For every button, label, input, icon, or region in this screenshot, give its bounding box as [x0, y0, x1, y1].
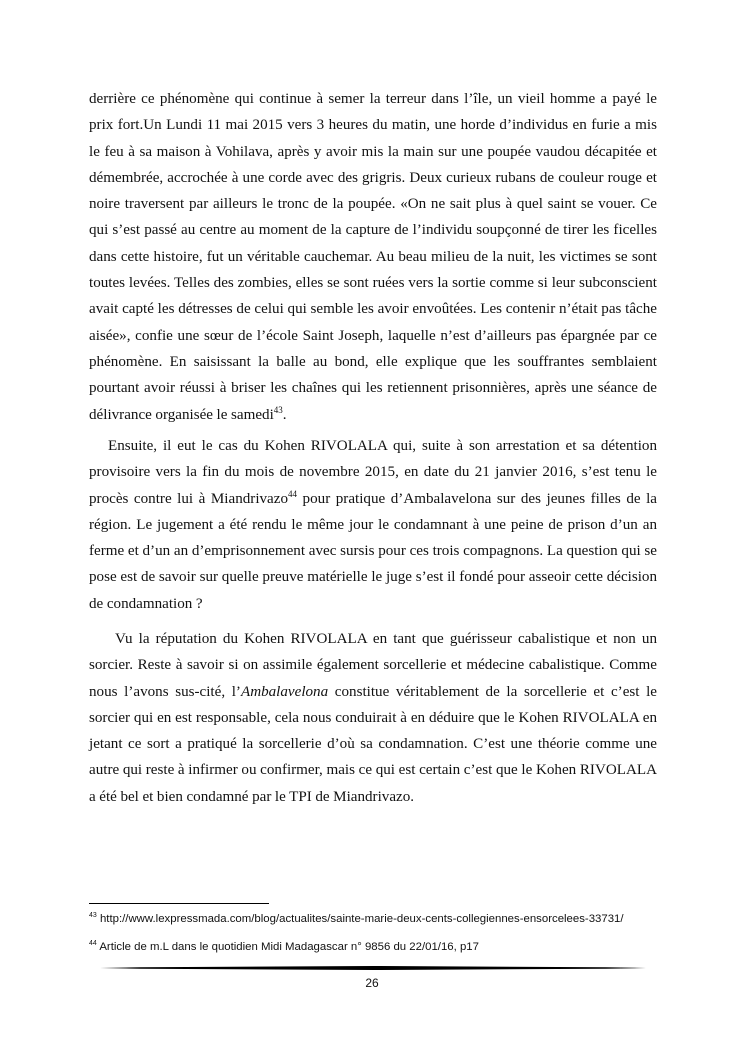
footnote-ref-44[interactable]: 44 — [288, 488, 298, 499]
paragraph-1-text: derrière ce phénomène qui continue à semer la terreur dans l’île, un vieil homme a payé le prix fort.Un Lundi 11 mai 2015 vers 3 heures du matin, une horde d’individus en furie a mis le feu à sa maison à Vohilava, après y avoir mis la main sur une poupée vaudou décapitée et démembrée, accrochée à une corde avec des grigris. Deux curieux rubans de couleur rouge et noire traversent par ailleurs le tronc de la poupée. «On ne sait plus à quel saint se vouer. Ce qui s’est passé au centre au moment de la capture de l’individu soupçonné de tirer les ficelles dans cette histoire, fut un véritable cauchemar. Au beau milieu de la nuit, les victimes se sont toutes levées. Telles des zombies, elles se sont ruées vers la sortie comme si leur subconscient avait capté les détresses de celui qui semble les avoir envoûtées. Les contenir n’était pas tâche aisée», confie une sœur de l’école Saint Joseph, laquelle n’est d’ailleurs pas épargnée par ce phénomène. En saisissant la balle au bond, elle explique que les souffrantes semblaient pourtant avoir réussi à briser les chaînes qui les retiennent prisonnières, après une séance de délivrance organisée le samedi — [89, 91, 657, 423]
footnote-ref-43[interactable]: 43 — [273, 404, 283, 415]
paragraph-3-text-b: constitue véritablement de la sorcellerie et c’est le sorcier qui en est responsable, cela nous conduirait à en déduire que le Kohen RIVOLALA en jetant ce sort a pratiqué la sorcellerie d’où sa condamnation. C’est une théorie comme une autre qui reste à infirmer ou confirmer, mais ce qui est certain c’est que le Kohen RIVOLALA a été bel et bien condamné par le TPI de Miandrivazo. — [89, 683, 657, 805]
footnote-44-text: Article de m.L dans le quotidien Midi Madagascar n° 9856 du 22/01/16, p17 — [96, 941, 479, 953]
footnote-number: 43 — [89, 912, 97, 920]
footnote-43-link[interactable]: http://www.lexpressmada.com/blog/actualites/sainte-marie-deux-cents-collegiennes-ensorcelees-33731/ — [96, 913, 624, 925]
footnote-separator — [89, 903, 269, 904]
body-paragraph-2 — [89, 433, 657, 617]
paragraph-3-italic-term: Ambalavelona — [240, 683, 329, 700]
paragraph-2-text-b: pour pratique d’Ambalavelona sur des jeunes filles de la région. Le jugement a été rendu le même jour le condamnant à une peine de prison d’un an ferme et d’un an d’emprisonnement avec sursis pour ces trois compagnons. La question qui se pose est de savoir sur quelle preuve matérielle le juge s’est il fondé pour asseoir cette décision de condamnation ? — [89, 490, 658, 612]
page-footer-rule — [100, 965, 646, 971]
footnote-43 — [89, 912, 689, 926]
footnote-44 — [89, 940, 689, 954]
footnote-number: 44 — [89, 940, 97, 948]
paragraph-3-text-a: Vu la réputation du Kohen RIVOLALA en tant que guérisseur cabalistique et non un sorcier. Reste à savoir si on assimile également sorcellerie et médecine cabalistique. Comme nous l’avons sus-cité, l’ — [89, 631, 657, 700]
body-paragraph-3 — [89, 626, 657, 810]
page-number: 26 — [365, 976, 379, 990]
paragraph-2-text-a: Ensuite, il eut le cas du Kohen RIVOLALA qui, suite à son arrestation et sa détention provisoire vers la fin du mois de novembre 2015, en date du 21 janvier 2016, s’est tenu le procès contre lui à Miandrivazo — [89, 438, 657, 507]
paragraph-1-end: . — [282, 406, 287, 423]
body-paragraph-1 — [89, 86, 657, 428]
